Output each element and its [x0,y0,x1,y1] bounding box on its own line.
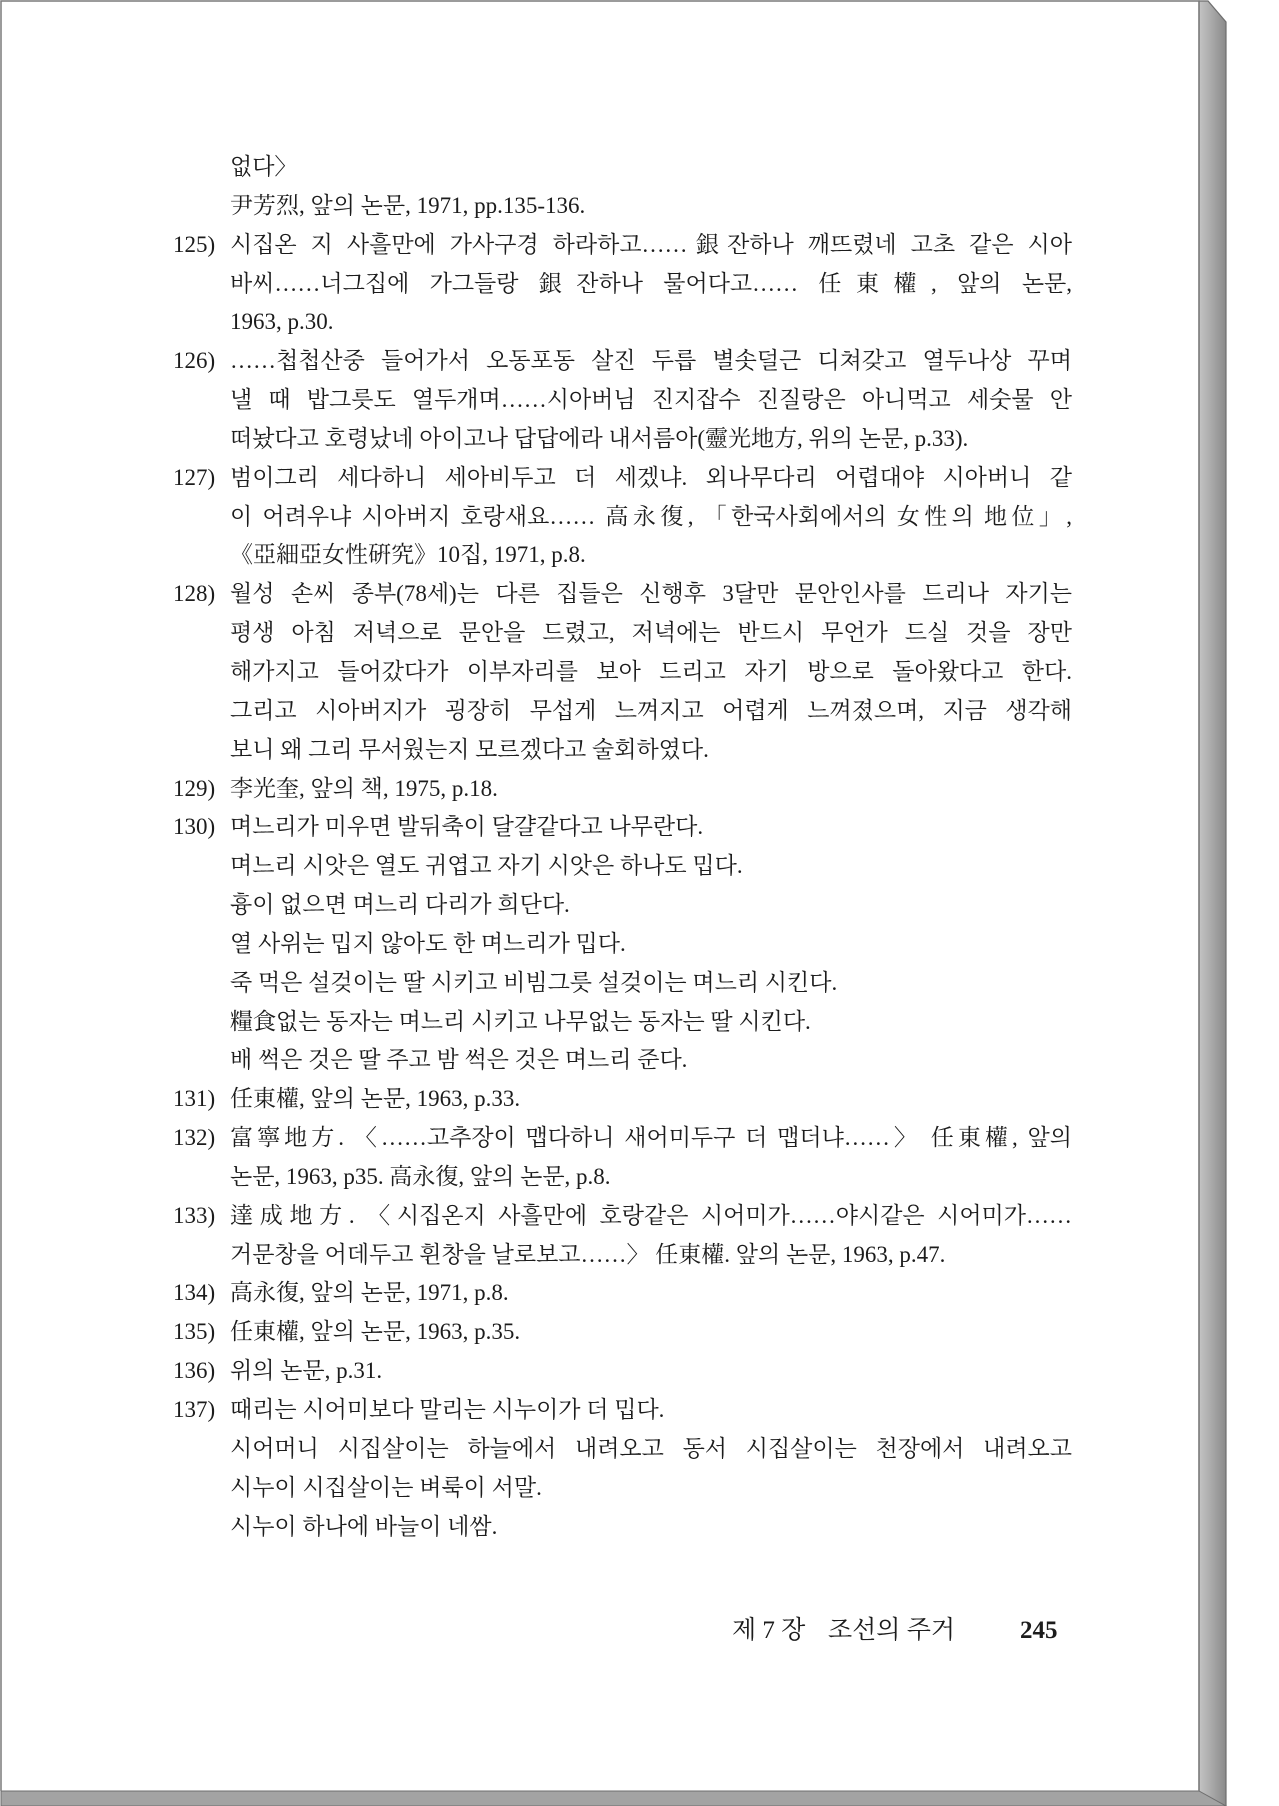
footnote-line: 배 썩은 것은 딸 주고 밤 썩은 것은 며느리 준다. [230,1047,688,1073]
footnote-line: 거문창을 어데두고 휜창을 날로보고……〉 任東權. 앞의 논문, 1963, p.47. [230,1241,946,1267]
footnote-line: 월성 손씨 종부(78세)는 다른 집들은 신행후 3달만 문안인사를 드리나 자기는 [230,581,1072,607]
footnote-line: 시집온 지 사흘만에 가사구경 하라하고……銀잔하나 깨뜨렸네 고초 같은 시아 [230,231,1072,257]
footnote-line: 그리고 시아버지가 굉장히 무섭게 느껴지고 어렵게 느껴졌으며, 지금 생각해 [230,697,1072,723]
footnote-number: 128) [173,581,216,607]
footnote-line: 糧食없는 동자는 며느리 시키고 나무없는 동자는 딸 시킨다. [230,1008,811,1034]
footnote-line: 며느리 시앗은 열도 귀엽고 자기 시앗은 하나도 밉다. [230,853,743,879]
footnote-line: 논문, 1963, p35. 高永復, 앞의 논문, p.8. [230,1163,611,1189]
footnotes-body [173,148,1072,1546]
footnote-line: 尹芳烈, 앞의 논문, 1971, pp.135-136. [230,192,586,218]
footnote-129 [173,770,1072,809]
footnote-124-continued [230,148,1072,226]
running-footer [0,1614,1279,1648]
page-number: 245 [1020,1617,1058,1644]
footnote-134 [173,1274,1072,1313]
chapter-label: 제 7 장 [732,1617,806,1644]
footnote-line: 《亞細亞女性硏究》10집, 1971, p.8. [230,542,586,568]
footnote-line: 범이그리 세다하니 세아비두고 더 세겠냐. 외나무다리 어렵대야 시아버니 같 [230,464,1072,490]
footnote-number: 136) [173,1358,216,1384]
footnote-line: 흉이 없으면 며느리 다리가 희단다. [230,892,570,918]
footnote-line: ……첩첩산중 들어가서 오동포동 살진 두릅 별솟덜근 디쳐갖고 열두나상 꾸며 [230,348,1072,374]
footnote-line: 보니 왜 그리 무서웠는지 모르겠다고 술회하였다. [230,736,709,762]
page-right-edge [1199,1,1226,1806]
footnote-number: 132) [173,1125,216,1151]
footnote-line: 열 사위는 밉지 않아도 한 며느리가 밉다. [230,930,626,956]
footnote-number: 135) [173,1319,216,1345]
footnote-line: 없다〉 [230,154,298,179]
footnote-128 [173,575,1072,769]
footnote-line: 이 어려우냐 시아버지 호랑새요…… 高永復, 「한국사회에서의 女性의 地位」, [230,503,1072,529]
footnote-number: 125) [173,231,216,257]
footnote-135 [173,1313,1072,1352]
footnote-126 [173,342,1072,459]
footnote-125 [173,226,1072,343]
footnote-137 [173,1391,1072,1546]
footnote-line: 죽 먹은 설겆이는 딸 시키고 비빔그릇 설겆이는 며느리 시킨다. [230,969,838,995]
footnote-number: 127) [173,464,216,490]
footnote-line: 위의 논문, p.31. [230,1358,383,1384]
footnote-line: 任東權, 앞의 논문, 1963, p.33. [230,1086,521,1112]
footnote-127 [173,459,1072,576]
footnote-number: 134) [173,1280,216,1306]
footnote-line: 해가지고 들어갔다가 이부자리를 보아 드리고 자기 방으로 돌아왔다고 한다. [230,658,1072,684]
footnote-133 [173,1197,1072,1275]
footnote-line: 시누이 하나에 바늘이 네쌈. [230,1513,498,1539]
footnote-line: 시누이 시집살이는 벼룩이 서말. [230,1474,542,1500]
footnote-line: 李光奎, 앞의 책, 1975, p.18. [230,775,498,801]
footnote-line: 1963, p.30. [230,309,334,335]
footnote-130 [173,808,1072,1080]
footnote-131 [173,1080,1072,1119]
footnote-number: 126) [173,348,216,374]
footnote-line: 바씨……너그집에 가그들랑 銀잔하나 물어다고…… 任東權, 앞의 논문, [230,270,1072,296]
footnote-line: 며느리가 미우면 발뒤축이 달걀같다고 나무란다. [230,814,704,840]
footnote-line: 떠놨다고 호령났네 아이고나 답답에라 내서름아(靈光地方, 위의 논문, p.33). [230,425,969,451]
footnote-number: 137) [173,1397,216,1422]
footnote-line: 낼 때 밥그릇도 열두개며……시아버님 진지잡수 진질랑은 아니먹고 세숫물 안 [230,387,1072,413]
chapter-title: 조선의 주거 [828,1617,956,1644]
footnote-line: 시어머니 시집살이는 하늘에서 내려오고 동서 시집살이는 천장에서 내려오고 [230,1435,1072,1461]
footnote-136 [173,1352,1072,1391]
footnote-number: 130) [173,814,216,840]
footnote-line: 富寧地方. 〈……고추장이 맵다하니 새어미두구 더 맵더냐……〉 任東權, 앞의 [230,1125,1072,1151]
footnote-line: 高永復, 앞의 논문, 1971, p.8. [230,1280,509,1306]
footnote-number: 129) [173,775,216,801]
footnote-line: 때리는 시어미보다 말리는 시누이가 더 밉다. [230,1397,665,1422]
page-bottom-edge [1,1791,1226,1806]
footnote-number: 133) [173,1202,216,1228]
footnote-line: 達成地方. 〈시집온지 사흘만에 호랑같은 시어미가……야시같은 시어미가…… [230,1202,1072,1228]
footnote-line: 任東權, 앞의 논문, 1963, p.35. [230,1319,521,1345]
footnote-number: 131) [173,1086,216,1112]
footnote-line: 평생 아침 저녁으로 문안을 드렸고, 저녁에는 반드시 무언가 드실 것을 장만 [230,620,1072,646]
footnote-132 [173,1119,1072,1197]
